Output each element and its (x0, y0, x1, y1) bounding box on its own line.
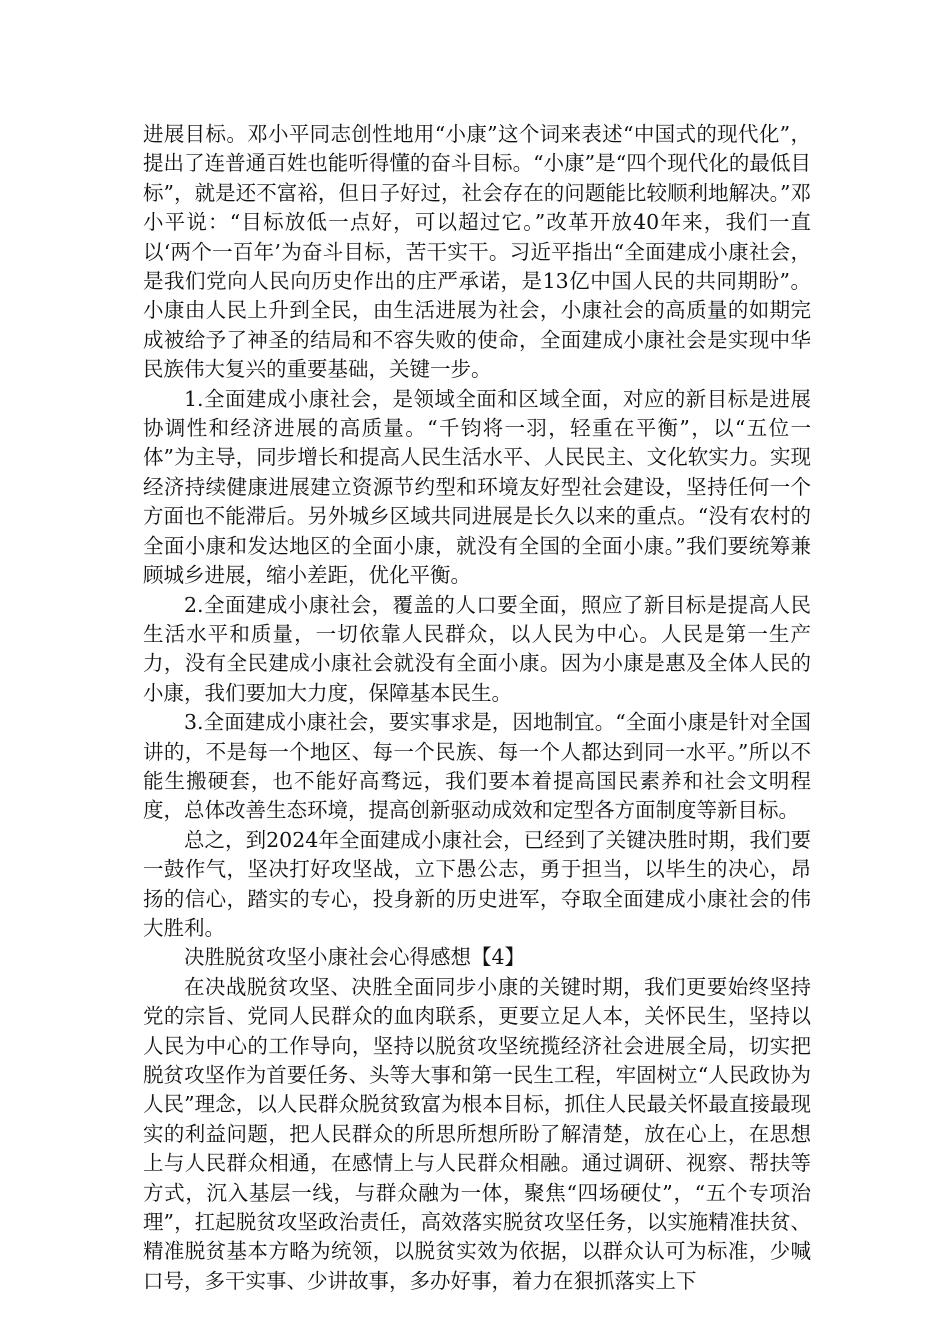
paragraph-summary: 总之，到2024年全面建成小康社会，已经到了关键决胜时期，我们要一鼓作气，坚决打好攻坚战，立下愚公志，勇于担当，以毕生的决心，昂扬的信心，踏实的专心，投身新的历史进军，夺取全面建成小康社会的伟大胜利。 (143, 827, 811, 940)
document-page (143, 120, 811, 1296)
paragraph-point-3: 3.全面建成小康社会，要实事求是，因地制宜。“全面小康是针对全国讲的，不是每一个地区、每一个民族、每一个人都达到同一水平。”所以不能生搬硬套，也不能好高骛远，我们要本着提高国民素养和社会文明程度，总体改善生态环境，提高创新驱动成效和定型各方面制度等新目标。 (143, 710, 811, 823)
paragraph-point-2: 2.全面建成小康社会，覆盖的人口要全面，照应了新目标是提高人民生活水平和质量，一切依靠人民群众，以人民为中心。人民是第一生产力，没有全民建成小康社会就没有全面小康。因为小康是惠及全体人民的小康，我们要加大力度，保障基本民生。 (143, 592, 811, 705)
section-heading: 决胜脱贫攻坚小康社会心得感想【4】 (184, 945, 526, 970)
paragraph-section-body: 在决战脱贫攻坚、决胜全面同步小康的关键时期，我们更要始终坚持党的宗旨、党同人民群众的血肉联系，更要立足人本，关怀民生，坚持以人民为中心的工作导向，坚持以脱贫攻坚统揽经济社会进展全局，切实把脱贫攻坚作为首要任务、头等大事和第一民生工程，牢固树立“人民政协为人民”理念，以人民群众脱贫致富为根本目标，抓住人民最关怀最直接最现实的利益问题，把人民群众的所思所想所盼了解清楚，放在心上，在思想上与人民群众相通，在感情上与人民群众相融。通过调研、视察、帮扶等方式，沉入基层一线，与群众融为一体，聚焦“四场硬仗”，“五个专项治理”，扛起脱贫攻坚政治责任，高效落实脱贫攻坚任务，以实施精准扶贫、精准脱贫基本方略为统领，以脱贫实效为依据，以群众认可为标准，少喊口号，多干实事、少讲故事，多办好事，着力在狠抓落实上下 (143, 974, 811, 1293)
paragraph-intro-continued: 进展目标。邓小平同志创性地用“小康”这个词来表述“中国式的现代化”，提出了连普通百姓也能听得懂的奋斗目标。“小康”是“四个现代化的最低目标”，就是还不富裕，但日子好过，社会存在的问题能比较顺利地解决。”邓小平说：“目标放低一点好，可以超过它。”改革开放40年来，我们一直以‘两个一百年’为奋斗目标，苦干实干。习近平指出“全面建成小康社会，是我们党向人民向历史作出的庄严承诺，是13亿中国人民的共同期盼”。小康由人民上升到全民，由生活进展为社会，小康社会的高质量的如期完成被给予了神圣的结局和不容失败的使命，全面建成小康社会是实现中华民族伟大复兴的重要基础，关键一步。 (143, 122, 811, 382)
paragraph-point-1: 1.全面建成小康社会，是领域全面和区域全面，对应的新目标是进展协调性和经济进展的高质量。“千钧将一羽，轻重在平衡”，以“五位一体”为主导，同步增长和提高人民生活水平、人民民主、文化软实力。实现经济持续健康进展建立资源节约型和环境友好型社会建设，坚持任何一个方面也不能滞后。另外城乡区域共同进展是长久以来的重点。“没有农村的全面小康和发达地区的全面小康，就没有全国的全面小康。”我们要统筹兼顾城乡进展，缩小差距，优化平衡。 (143, 386, 811, 588)
